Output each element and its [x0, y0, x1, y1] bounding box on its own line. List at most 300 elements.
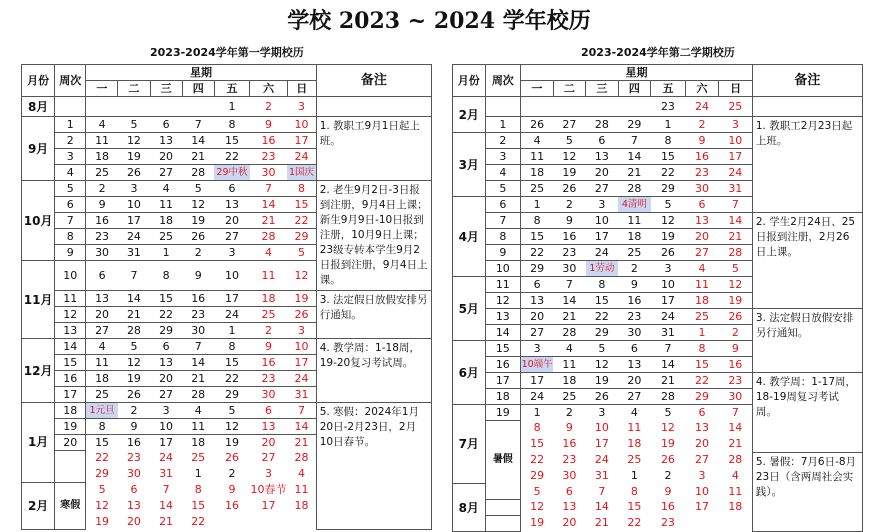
day-number: 12 — [191, 197, 206, 211]
day-cell — [150, 245, 182, 261]
day-number: 9 — [194, 268, 202, 282]
day-number: 19 — [224, 435, 239, 449]
day-number: 29 — [594, 325, 609, 339]
day-number: 7 — [630, 133, 638, 147]
week-number: 2 — [55, 133, 86, 149]
day-cell — [521, 515, 554, 531]
day-cell — [618, 97, 651, 117]
day-cell — [182, 133, 214, 149]
day-cell — [553, 421, 586, 437]
day-cell — [182, 291, 214, 307]
day-number: 20 — [159, 371, 174, 385]
day-cell — [521, 389, 554, 405]
notes-column-header: 备注 — [316, 65, 431, 97]
day-number: 6 — [698, 197, 706, 211]
day-number: 3 — [162, 403, 170, 417]
day-cell — [118, 291, 150, 307]
day-cell — [719, 389, 753, 405]
day-cell — [685, 293, 719, 309]
day-number: 20 — [594, 165, 609, 179]
day-number: 11 — [261, 268, 276, 282]
day-cell — [214, 291, 249, 307]
day-cell — [719, 341, 753, 357]
weekday-header: 六 — [685, 81, 719, 97]
day-number: 21 — [191, 371, 206, 385]
day-number: 18 — [530, 165, 545, 179]
day-cell — [250, 291, 288, 307]
day-number: 27 — [159, 165, 174, 179]
day-number: 15 — [627, 500, 642, 514]
day-number: 15 — [594, 293, 609, 307]
day-cell — [719, 436, 753, 452]
day-number: 4 — [630, 405, 638, 419]
day-cell — [118, 355, 150, 371]
day-number: 6 — [265, 403, 273, 417]
day-number: 14 — [660, 357, 675, 371]
day-number: 13 — [159, 355, 174, 369]
day-number: 18 — [191, 435, 206, 449]
day-cell — [685, 229, 719, 245]
day-cell — [150, 291, 182, 307]
day-cell — [118, 498, 150, 514]
day-number: 30 — [261, 387, 276, 401]
day-cell — [287, 213, 316, 229]
day-number: 20 — [627, 373, 642, 387]
day-cell — [86, 371, 118, 387]
week-number: 4 — [55, 165, 86, 181]
day-cell — [586, 309, 619, 325]
day-cell — [618, 293, 651, 309]
day-cell — [250, 261, 288, 291]
day-cell — [86, 213, 118, 229]
day-cell — [719, 213, 753, 229]
day-number: 31 — [728, 181, 743, 195]
day-cell — [521, 452, 554, 468]
day-number: 8 — [664, 133, 672, 147]
day-cell — [287, 435, 316, 451]
day-cell — [287, 419, 316, 435]
day-number: 24 — [695, 99, 709, 113]
day-number: 1劳动 — [589, 263, 615, 274]
day-number: 25 — [695, 309, 709, 323]
day-cell — [553, 325, 586, 341]
day-cell — [118, 371, 150, 387]
day-cell — [618, 373, 651, 389]
day-cell — [651, 325, 686, 341]
day-number: 11 — [562, 357, 577, 371]
day-cell — [118, 261, 150, 291]
week-number: 15 — [485, 341, 521, 357]
day-cell — [150, 261, 182, 291]
day-cell — [719, 117, 753, 133]
day-number: 12 — [95, 498, 110, 512]
day-number: 24 — [126, 229, 141, 243]
day-cell — [521, 405, 554, 421]
weekday-header: 二 — [118, 81, 150, 97]
day-number: 17 — [294, 133, 309, 147]
day-cell — [118, 165, 150, 181]
day-cell — [250, 133, 288, 149]
day-cell — [586, 261, 619, 277]
day-number: 17 — [126, 213, 141, 227]
day-cell — [553, 309, 586, 325]
day-number: 29 — [224, 387, 239, 401]
day-number: 25 — [95, 387, 110, 401]
month-column-header: 月份 — [453, 65, 486, 97]
day-cell — [553, 293, 586, 309]
day-cell — [86, 514, 118, 530]
day-number: 23 — [261, 149, 276, 163]
week-number: 10 — [485, 261, 521, 277]
day-number: 11 — [695, 277, 709, 291]
day-number: 12 — [562, 149, 577, 163]
day-number: 24 — [294, 149, 309, 163]
day-cell — [651, 499, 686, 515]
day-number: 5 — [298, 245, 306, 259]
day-number: 16 — [695, 149, 709, 163]
month-label: 6月 — [453, 341, 486, 405]
day-cell — [586, 421, 619, 437]
day-cell — [287, 498, 316, 514]
day-cell — [719, 165, 753, 181]
day-cell — [150, 117, 182, 133]
day-number: 11 — [95, 133, 110, 147]
week-number: 18 — [485, 389, 521, 405]
day-cell — [719, 373, 753, 389]
day-cell — [182, 451, 214, 467]
day-cell — [250, 165, 288, 181]
day-cell — [287, 371, 316, 387]
day-cell — [521, 149, 554, 165]
day-cell — [86, 229, 118, 245]
day-number: 17 — [660, 293, 675, 307]
day-number: 28 — [627, 181, 642, 195]
note-item: 4. 教学周：1-17周，18-19周复习考试周。 — [752, 373, 862, 453]
day-number: 19 — [191, 213, 206, 227]
day-cell — [586, 229, 619, 245]
day-cell — [651, 165, 686, 181]
day-cell — [618, 325, 651, 341]
day-number: 19 — [562, 165, 577, 179]
day-number: 21 — [594, 516, 609, 530]
month-label: 7月 — [453, 405, 486, 484]
day-number: 14 — [627, 149, 642, 163]
day-number: 3 — [731, 117, 739, 131]
day-cell — [685, 405, 719, 421]
day-number: 13 — [224, 197, 239, 211]
day-cell — [651, 389, 686, 405]
day-cell — [521, 97, 554, 117]
day-cell — [651, 181, 686, 197]
day-number: 28 — [126, 323, 141, 337]
day-cell — [214, 339, 249, 355]
day-number: 23 — [660, 99, 675, 113]
day-cell — [150, 514, 182, 530]
day-number: 5 — [130, 117, 138, 131]
day-number: 21 — [261, 213, 276, 227]
week-number: 12 — [55, 307, 86, 323]
day-number: 8 — [533, 213, 541, 227]
day-number: 9 — [130, 419, 138, 433]
day-cell — [250, 339, 288, 355]
day-cell — [150, 133, 182, 149]
day-number: 1 — [162, 245, 170, 259]
day-number: 26 — [126, 165, 141, 179]
day-number: 18 — [627, 229, 642, 243]
day-cell — [118, 245, 150, 261]
day-cell — [214, 323, 249, 339]
day-cell — [553, 484, 586, 500]
day-number: 28 — [728, 452, 743, 466]
note-item: 4. 教学周：1-18周，19-20复习考试周。 — [316, 339, 431, 403]
day-cell — [214, 149, 249, 165]
day-number: 22 — [294, 213, 309, 227]
day-number: 19 — [594, 373, 609, 387]
day-cell — [553, 405, 586, 421]
week-column-header: 周次 — [55, 65, 86, 97]
day-number: 25 — [159, 229, 174, 243]
day-cell — [553, 357, 586, 373]
day-number: 20 — [562, 516, 577, 530]
day-number: 9 — [664, 484, 672, 498]
day-cell — [86, 387, 118, 403]
day-number: 1国庆 — [289, 167, 315, 178]
day-cell — [586, 389, 619, 405]
month-label: 3月 — [453, 133, 486, 197]
day-cell — [618, 436, 651, 452]
day-number: 28 — [191, 165, 206, 179]
day-number: 13 — [530, 293, 545, 307]
week-number: 1 — [485, 117, 521, 133]
day-number: 31 — [159, 467, 174, 481]
weekday-header: 日 — [719, 81, 753, 97]
day-number: 2 — [194, 245, 202, 259]
day-cell — [651, 277, 686, 293]
note-item: 5. 暑假：7月6日-8月23日（含两周社会实践）。 — [752, 452, 862, 531]
day-number: 9 — [265, 117, 273, 131]
day-cell — [719, 261, 753, 277]
day-cell — [651, 421, 686, 437]
day-cell — [118, 514, 150, 530]
day-cell — [182, 97, 214, 117]
day-number: 29 — [159, 323, 174, 337]
month-label: 5月 — [453, 277, 486, 341]
day-number: 11 — [530, 149, 545, 163]
day-number: 1 — [664, 117, 672, 131]
day-number: 29 — [294, 229, 309, 243]
day-number: 30 — [562, 468, 577, 482]
day-cell — [651, 436, 686, 452]
day-number: 4 — [698, 261, 706, 275]
day-number: 30 — [95, 245, 110, 259]
day-cell — [150, 323, 182, 339]
semester2-heading: 2023-2024学年第二学期校历 — [581, 46, 735, 59]
day-cell — [521, 293, 554, 309]
day-cell — [250, 387, 288, 403]
day-number: 27 — [562, 117, 577, 131]
day-number: 10 — [594, 421, 609, 435]
day-number: 12 — [224, 419, 239, 433]
day-cell — [586, 515, 619, 531]
day-number: 26 — [126, 387, 141, 401]
day-cell — [250, 498, 288, 514]
day-cell — [250, 149, 288, 165]
day-number: 26 — [224, 451, 239, 465]
day-number: 15 — [530, 437, 545, 451]
day-number: 6 — [162, 339, 170, 353]
month-label: 2月 — [22, 482, 55, 529]
day-number: 22 — [660, 165, 675, 179]
day-number: 25 — [728, 99, 743, 113]
day-number: 19 — [126, 149, 141, 163]
week-number: 1 — [55, 117, 86, 133]
day-cell — [553, 149, 586, 165]
day-cell — [685, 261, 719, 277]
day-cell — [553, 245, 586, 261]
day-cell — [214, 355, 249, 371]
day-number: 15 — [95, 435, 110, 449]
day-number: 25 — [530, 181, 545, 195]
day-cell — [86, 133, 118, 149]
day-cell — [118, 403, 150, 419]
day-cell — [150, 498, 182, 514]
day-cell — [86, 498, 118, 514]
day-cell — [214, 403, 249, 419]
day-cell — [618, 389, 651, 405]
day-cell — [86, 355, 118, 371]
day-cell — [214, 165, 249, 181]
week-number: 14 — [485, 325, 521, 341]
day-number: 18 — [95, 149, 110, 163]
day-cell — [150, 466, 182, 482]
day-cell — [685, 97, 719, 117]
week-number: 2 — [485, 133, 521, 149]
day-cell — [214, 498, 249, 514]
day-cell — [618, 245, 651, 261]
day-cell — [719, 197, 753, 213]
day-number: 31 — [294, 387, 309, 401]
weekday-header: 二 — [553, 81, 586, 97]
day-number: 7 — [130, 268, 138, 282]
day-number: 3 — [598, 405, 606, 419]
day-cell — [250, 229, 288, 245]
week-number: 17 — [485, 373, 521, 389]
day-number: 7 — [565, 277, 573, 291]
day-number: 5 — [228, 403, 236, 417]
day-cell — [553, 499, 586, 515]
day-cell — [118, 117, 150, 133]
day-number: 15 — [530, 229, 545, 243]
day-number: 16 — [627, 293, 642, 307]
day-number: 11 — [627, 421, 642, 435]
day-number: 18 — [261, 291, 276, 305]
day-number: 31 — [126, 245, 141, 259]
day-number: 10 — [594, 213, 609, 227]
day-number: 6 — [698, 405, 706, 419]
day-number: 24 — [294, 371, 309, 385]
day-cell — [685, 197, 719, 213]
day-number: 14 — [594, 500, 609, 514]
day-cell — [214, 261, 249, 291]
day-cell — [118, 466, 150, 482]
day-number: 27 — [627, 389, 642, 403]
day-number: 11 — [294, 482, 309, 496]
day-number: 23 — [627, 309, 642, 323]
day-number: 30 — [695, 181, 709, 195]
day-cell — [118, 197, 150, 213]
day-cell — [287, 514, 316, 530]
day-number: 5 — [565, 133, 573, 147]
day-cell — [521, 133, 554, 149]
day-number: 10 — [728, 133, 743, 147]
day-cell — [182, 482, 214, 498]
day-number: 6 — [162, 117, 170, 131]
day-number: 1 — [698, 325, 706, 339]
day-number: 22 — [224, 371, 239, 385]
day-number: 5 — [664, 197, 672, 211]
note-item: 3. 法定假日放假安排另行通知。 — [316, 291, 431, 339]
day-cell — [214, 451, 249, 467]
day-cell — [287, 403, 316, 419]
weekday-header: 日 — [287, 81, 316, 97]
day-number: 14 — [191, 355, 206, 369]
day-cell — [586, 373, 619, 389]
week-number — [55, 97, 86, 117]
day-number: 5 — [130, 339, 138, 353]
day-number: 22 — [224, 149, 239, 163]
day-number: 28 — [562, 325, 577, 339]
day-cell — [719, 515, 753, 531]
day-cell — [618, 117, 651, 133]
day-number: 6 — [565, 484, 573, 498]
day-cell — [182, 149, 214, 165]
day-cell — [118, 181, 150, 197]
day-number: 9 — [565, 421, 573, 435]
day-cell — [553, 436, 586, 452]
day-cell — [214, 245, 249, 261]
day-cell — [521, 357, 554, 373]
day-cell — [86, 261, 118, 291]
day-cell — [521, 165, 554, 181]
day-cell — [719, 357, 753, 373]
day-number: 10 — [159, 419, 174, 433]
day-number: 7 — [731, 197, 739, 211]
day-number: 9 — [698, 133, 706, 147]
day-number: 5 — [194, 181, 202, 195]
day-cell — [182, 339, 214, 355]
day-number: 27 — [261, 451, 276, 465]
day-cell — [150, 355, 182, 371]
day-number: 2 — [265, 99, 273, 113]
day-number: 13 — [95, 291, 110, 305]
day-cell — [586, 499, 619, 515]
day-number: 23 — [261, 371, 276, 385]
day-number: 7 — [598, 484, 606, 498]
day-cell — [618, 277, 651, 293]
day-number: 3 — [298, 323, 306, 337]
day-number: 30 — [261, 165, 276, 179]
day-cell — [182, 181, 214, 197]
day-number: 29 — [627, 117, 642, 131]
day-number: 3 — [664, 261, 672, 275]
day-cell — [586, 165, 619, 181]
day-number: 6 — [228, 181, 236, 195]
week-number: 13 — [55, 323, 86, 339]
day-number: 14 — [191, 133, 206, 147]
day-number: 30 — [728, 389, 743, 403]
day-number: 18 — [95, 371, 110, 385]
notes-column-header: 备注 — [752, 65, 862, 97]
